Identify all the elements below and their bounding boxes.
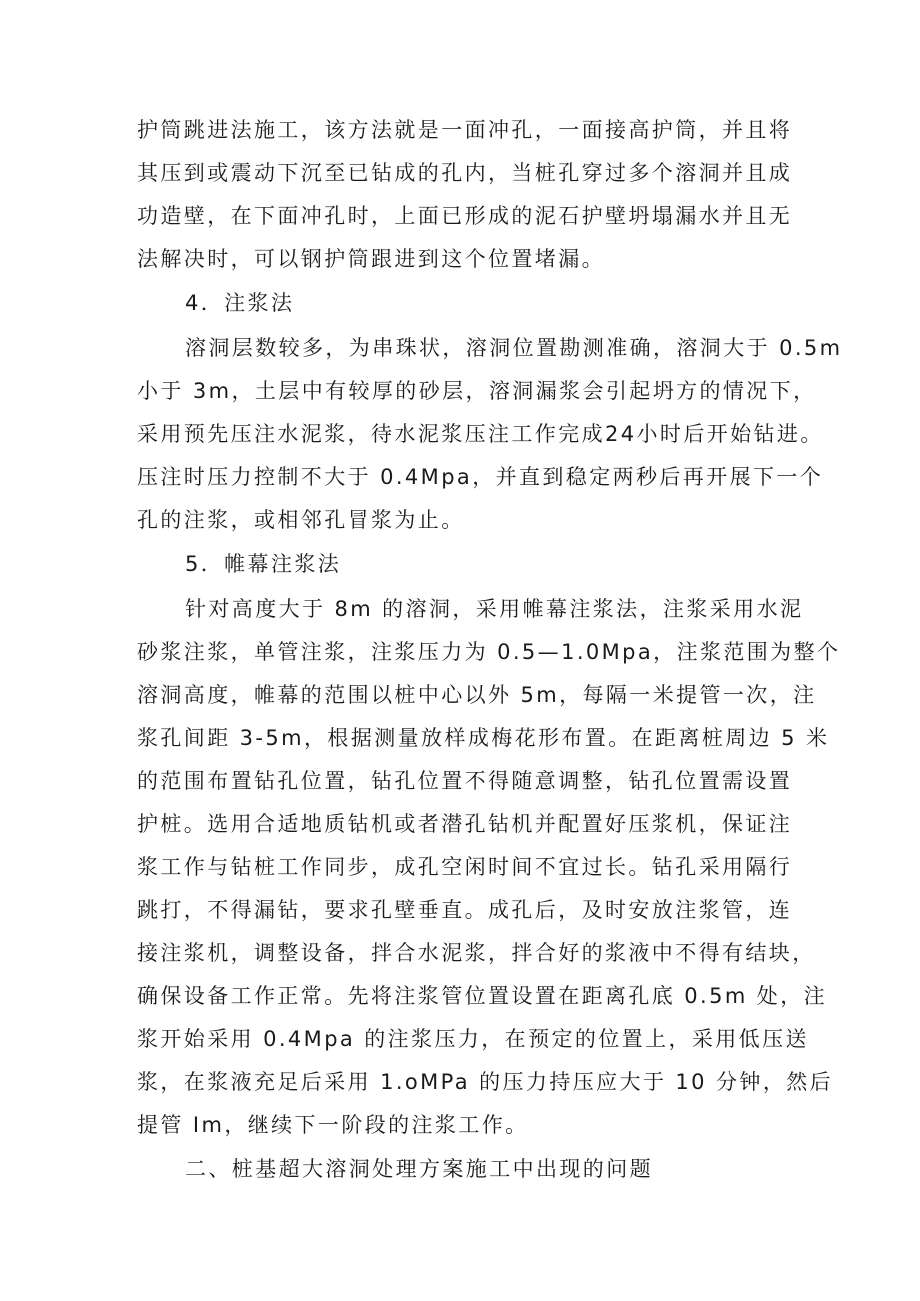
paragraph-line: 护桩。选用合适地质钻机或者潜孔钻机并配置好压浆机，保证注 — [137, 812, 793, 836]
paragraph-line: 法解决时，可以钢护筒跟进到这个位置堵漏。 — [137, 247, 605, 271]
paragraph-line: 跳打，不得漏钻，要求孔壁垂直。成孔后，及时安放注浆管，连 — [137, 898, 793, 922]
section-heading: 二、桩基超大溶洞处理方案施工中出现的问题 — [185, 1157, 653, 1181]
paragraph-line: 采用预先压注水泥浆，待水泥浆压注工作完成24小时后开始钻进。 — [137, 422, 824, 446]
paragraph-line: 孔的注浆，或相邻孔冒浆为止。 — [137, 508, 465, 532]
paragraph-line: 的范围布置钻孔位置，钻孔位置不得随意调整，钻孔位置需设置 — [137, 769, 793, 793]
section-heading: 4．注浆法 — [185, 291, 295, 315]
paragraph-line: 功造壁，在下面冲孔时，上面已形成的泥石护壁坍塌漏水并且无 — [137, 204, 793, 228]
paragraph-line: 压注时压力控制不大于 0.4Mpa，并直到稳定两秒后再开展下一个 — [137, 465, 824, 489]
paragraph-line: 确保设备工作正常。先将注浆管位置设置在距离孔底 0.5m 处，注 — [137, 984, 828, 1008]
paragraph-line: 护筒跳进法施工，该方法就是一面冲孔，一面接高护筒，并且将 — [137, 118, 793, 142]
paragraph-line: 针对高度大于 8m 的溶洞，采用帷幕注浆法，注浆采用水泥 — [185, 597, 804, 621]
paragraph-line: 浆孔间距 3-5m，根据测量放样成梅花形布置。在距离桩周边 5 米 — [137, 726, 830, 750]
paragraph-line: 接注浆机，调整设备，拌合水泥浆，拌合好的浆液中不得有结块， — [137, 941, 816, 965]
paragraph-line: 其压到或震动下沉至已钻成的孔内，当桩孔穿过多个溶洞并且成 — [137, 161, 793, 185]
paragraph-line: 砂浆注浆，单管注浆，注浆压力为 0.5—1.0Mpa，注浆范围为整个 — [137, 640, 841, 664]
paragraph-line: 提管 Im，继续下一阶段的注浆工作。 — [137, 1113, 529, 1137]
paragraph-line: 浆工作与钻桩工作同步，成孔空闲时间不宜过长。钻孔采用隔行 — [137, 855, 793, 879]
section-heading: 5．帷幕注浆法 — [185, 552, 342, 576]
paragraph-line: 浆开始采用 0.4Mpa 的注浆压力，在预定的位置上，采用低压送 — [137, 1027, 809, 1051]
paragraph-line: 浆，在浆液充足后采用 1.oMPa 的压力持压应大于 10 分钟，然后 — [137, 1070, 834, 1094]
paragraph-line: 小于 3m，土层中有较厚的砂层，溶洞漏浆会引起坍方的情况下， — [137, 379, 817, 403]
paragraph-line: 溶洞层数较多，为串珠状，溶洞位置勘测准确，溶洞大于 0.5m — [185, 336, 843, 360]
paragraph-line: 溶洞高度，帷幕的范围以桩中心以外 5m，每隔一米提管一次，注 — [137, 683, 817, 707]
